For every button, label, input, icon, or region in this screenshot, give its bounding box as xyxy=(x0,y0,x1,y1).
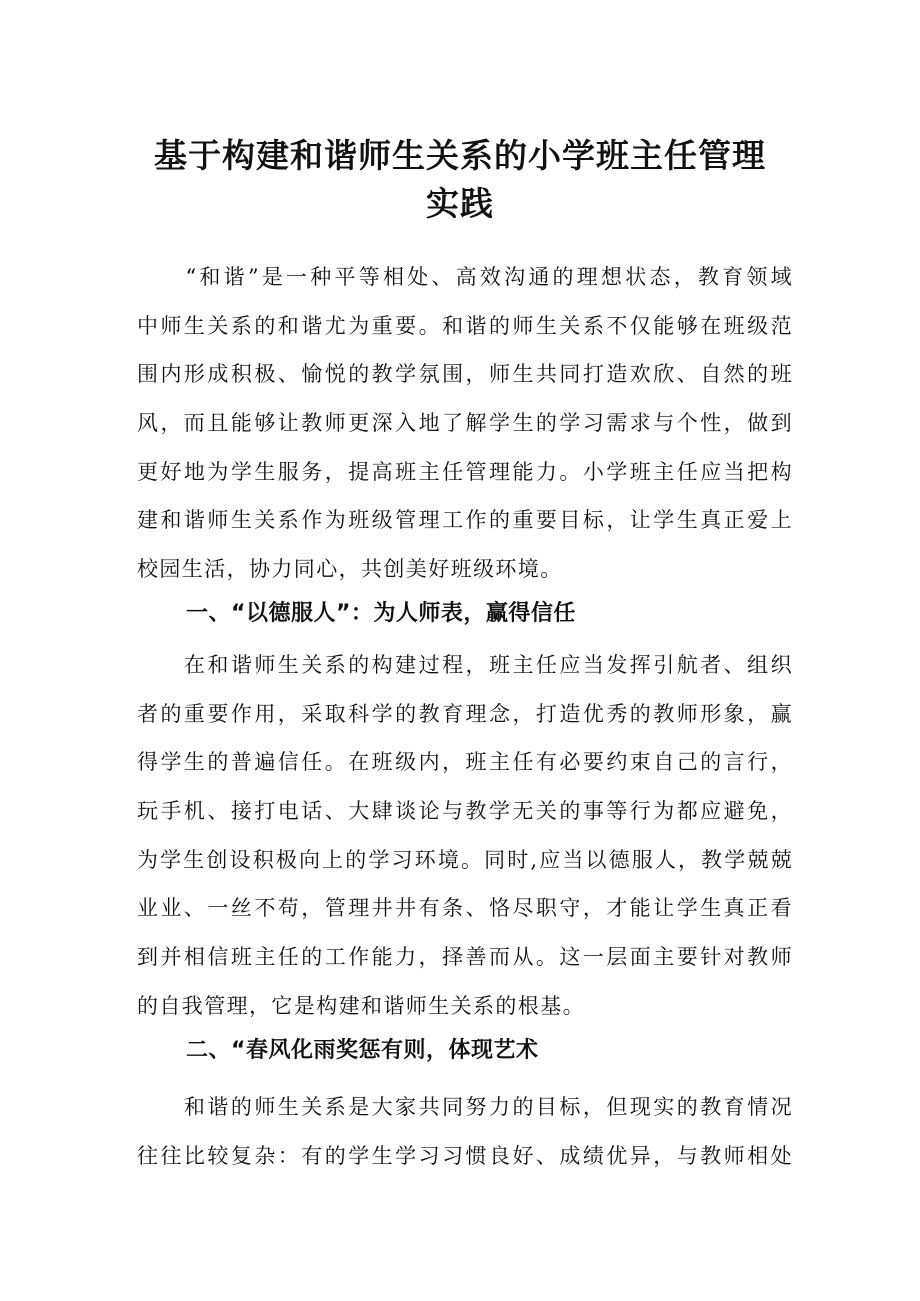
text-line: 风，而且能够让教师更深入地了解学生的学习需求与个性，做到 xyxy=(137,411,793,436)
text-line: 到并相信班主任的工作能力，择善而从。这一层面主要针对教师 xyxy=(137,945,793,970)
text-line: 业业、一丝不苟，管理井井有条、恪尽职守，才能让学生真正看 xyxy=(137,896,793,921)
section-heading-2: 二、“春风化雨奖惩有则，体现艺术 xyxy=(186,1038,539,1063)
text-line: 者的重要作用，采取科学的教育理念，打造优秀的教师形象，赢 xyxy=(137,701,793,726)
text-line: 往往比较复杂：有的学生学习习惯良好、成绩优异，与教师相处 xyxy=(137,1143,793,1168)
text-line: 中师生关系的和谐尤为重要。和谐的师生关系不仅能够在班级范 xyxy=(137,313,793,338)
section-heading-1: 一、“以德服人”：为人师表，赢得信任 xyxy=(186,601,576,626)
text-line: 得学生的普遍信任。在班级内，班主任有必要约束自己的言行， xyxy=(137,750,793,775)
title-line: 实践 xyxy=(426,184,494,223)
title-line: 基于构建和谐师生关系的小学班主任管理 xyxy=(154,136,766,175)
text-line: 建和谐师生关系作为班级管理工作的重要目标，让学生真正爱上 xyxy=(137,508,793,533)
text-line: 玩手机、接打电话、大肆谈论与教学无关的事等行为都应避免， xyxy=(137,799,793,824)
text-line: 在和谐师生关系的构建过程，班主任应当发挥引航者、组织 xyxy=(137,653,793,677)
text-line: 和谐的师生关系是大家共同努力的目标，但现实的教育情况 xyxy=(137,1095,793,1119)
text-line: 校园生活，协力同心，共创美好班级环境。 xyxy=(137,557,563,582)
text-line: 的自我管理，它是构建和谐师生关系的根基。 xyxy=(137,993,585,1018)
text-line: 更好地为学生服务，提高班主任管理能力。小学班主任应当把构 xyxy=(137,459,793,484)
text-line: “和谐”是一种平等相处、高效沟通的理想状态，教育领域 xyxy=(137,265,793,289)
paragraph-intro xyxy=(137,253,793,594)
text-line: 围内形成积极、愉悦的教学氛围，师生共同打造欢欣、自然的班 xyxy=(137,362,793,387)
paragraph-section-1 xyxy=(137,641,793,1031)
text-line: 为学生创设积极向上的学习环境。同时,应当以德服人，教学兢兢 xyxy=(137,847,793,872)
paragraph-section-2 xyxy=(137,1083,793,1180)
document-title xyxy=(140,132,780,228)
